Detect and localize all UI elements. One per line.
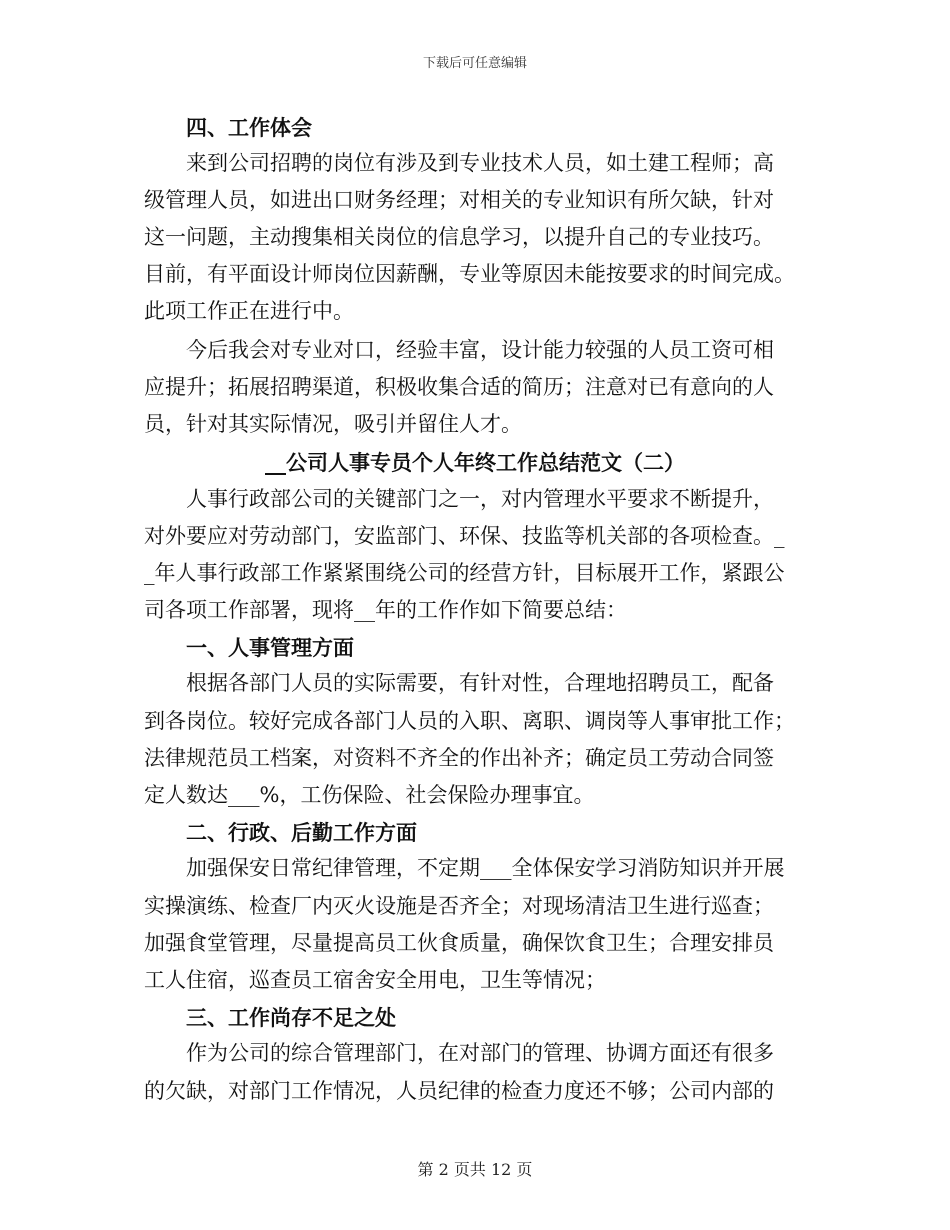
text-line: 应提升；拓展招聘渠道，积极收集合适的简历；注意对已有意向的人 xyxy=(144,375,774,399)
text-line: _年人事行政部工作紧紧围绕公司的经营方针，目标展开工作，紧跟公 xyxy=(144,561,785,585)
text-line: 法律规范员工档案，对资料不齐全的作出补齐；确定员工劳动合同签 xyxy=(144,746,774,770)
text-line: 司各项工作部署，现将__年的工作作如下简要总结： xyxy=(144,598,627,622)
text-line: 到各岗位。较好完成各部门人员的入职、离职、调岗等人事审批工作； xyxy=(144,709,795,733)
page-footer: 第 2 页共 12 页 xyxy=(417,1160,533,1179)
section-heading: 一、人事管理方面 xyxy=(186,635,354,660)
text-line: 的欠缺，对部门工作情况，人员纪律的检查力度还不够；公司内部的 xyxy=(144,1079,774,1103)
text-line: 今后我会对专业对口，经验丰富，设计能力较强的人员工资可相 xyxy=(186,338,774,362)
text-line: 这一问题，主动搜集相关岗位的信息学习，以提升自己的专业技巧。 xyxy=(144,225,774,249)
text-line: 作为公司的综合管理部门，在对部门的管理、协调方面还有很多 xyxy=(186,1041,774,1065)
text-line: 根据各部门人员的实际需要，有针对性，合理地招聘员工，配备 xyxy=(186,671,774,695)
text-line: 加强保安日常纪律管理，不定期___全体保安学习消防知识并开展 xyxy=(186,856,785,880)
text-line: 此项工作正在进行中。 xyxy=(144,299,354,323)
text-line: 级管理人员，如进出口财务经理；对相关的专业知识有所欠缺，针对 xyxy=(144,188,774,212)
text-line: 实操演练、检查厂内灭火设施是否齐全；对现场清洁卫生进行巡查； xyxy=(144,894,774,918)
text-line: 来到公司招聘的岗位有涉及到专业技术人员，如土建工程师；高 xyxy=(186,151,774,175)
text-line: 加强食堂管理，尽量提高员工伙食质量，确保饮食卫生；合理安排员 xyxy=(144,931,774,955)
page-header: 下载后可任意编辑 xyxy=(422,56,527,71)
text-line: 人事行政部公司的关键部门之一，对内管理水平要求不断提升， xyxy=(186,487,774,511)
text-line: 员，针对其实际情况，吸引并留住人才。 xyxy=(144,412,522,436)
text-line: 对外要应对劳动部门，安监部门、环保、技监等机关部的各项检查。_ xyxy=(144,524,785,548)
section-heading: 三、工作尚存不足之处 xyxy=(186,1005,396,1030)
section-heading: 二、行政、后勤工作方面 xyxy=(186,820,417,845)
text-line: 工人住宿，巡查员工宿舍安全用电，卫生等情况； xyxy=(144,968,606,992)
section-heading: 四、工作体会 xyxy=(186,115,312,140)
text-line: 定人数达___%，工伤保险、社会保险办理事宜。 xyxy=(144,783,595,807)
section-heading: __公司人事专员个人年终工作总结范文（二） xyxy=(265,450,685,475)
text-line: 目前，有平面设计师岗位因薪酬，专业等原因未能按要求的时间完成。 xyxy=(144,262,795,286)
